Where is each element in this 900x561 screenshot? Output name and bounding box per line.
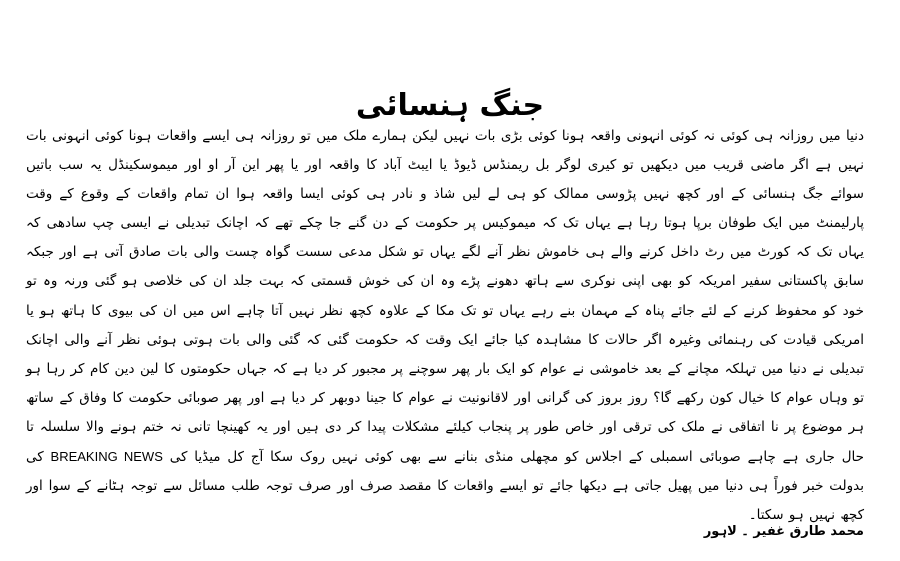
article-title: جنگ ہنسائی: [355, 88, 545, 124]
article-paragraph: [26, 122, 864, 530]
paragraph-text-before: دنیا میں روزانہ ہی کوئی نہ کوئی انہونی واقعہ ہونا کوئی بڑی بات نہیں لیکن ہمارے ملک میں تو روزانہ ہی ایسے واقعات ہونا کوئی انہونی بات نہیں ہے اگر ماضی قریب میں دیکھیں تو کیری لوگر بل ریمنڈس ڈیوڈ یا ایبٹ آباد کا واقعہ اور یا پھر این آر او اور میموسکینڈل یہ سب باتیں سوائے جگ ہنسائی کے اور کچھ نہیں پڑوسی ممالک کو ہی لے لیں شاذ و نادر ہی کوئی ایسا واقعہ ہوا ان تمام واقعات کے وقوع کے وقت پارلیمنٹ میں ایک طوفان برپا ہوتا رہا ہے یہاں تک کہ میموکیس پر حکومت کے دن گنے جا چکے تھے کہ اچانک تبدیلی نے ایسی چپ سادھی کہ یہاں تک کہ کورٹ میں رٹ داخل کرنے والے ہی خاموش نظر آنے لگے یہاں تو شکل مدعی سست گواہ چست والی بات صادق آتی ہے اور جبکہ سابق پاکستانی سفیر امریکہ کو بھی اپنی نوکری سے ہاتھ دھونے پڑے وہ ان کی خوش قسمتی کہ بہت جلد ان کی خلاصی ہو گئی ورنہ وہ تو خود کو محفوظ کرنے کے لئے جائے پناہ کے مہمان بنے رہے یہاں تو تک مکا کے علاوہ کچھ نظر نہیں آتا چاہے اس میں ان کی بیوی کا ہاتھ ہو یا امریکی قیادت کی رہنمائی وغیرہ اگر حالات کا مشاہدہ کیا جائے ایک وقت کہ حکومت گئی کہ گئی والی بات ہوتی ہوئی نظر آنے والی اچانک تبدیلی نے دنیا میں تہلکہ مچانے کے بعد خاموشی نے عوام کو ایک بار پھر سوچنے پر مجبور کر دیا ہے کہ جہاں حکومتوں کا لین دین کام کر رہا ہو تو وہاں عوام کا خیال کون رکھے گا؟ روز بروز کی گرانی اور لاقانونیت نے عوام کا جینا دوبھر کر دیا ہے اور پھر صوبائی حکومت کا وفاق کے ساتھ ہر موضوع پر نا اتفاقی نے ملک کی ترقی اور خاص طور پر پنجاب کیلئے مشکلات پیدا کر دی ہیں اور یہ کھینچا تانی نہ ختم ہونے والا سلسلہ تا حال جاری ہے چاہے صوبائی اسمبلی کے اجلاس کو مچھلی منڈی بنانے سے بھی کوئی نہیں روک سکا آج کل میڈیا کی: [26, 128, 864, 466]
author-byline: محمد طارق غفیر ۔ لاہور: [703, 524, 864, 539]
paragraph-text-after: کی بدولت خبر فوراً ہی دنیا میں پھیل جاتی ہے دیکھا جائے تو ایسے واقعات کا مقصد صرف اور صرف توجہ طلب مسائل سے توجہ ہٹانے کے سوا اور کچھ نہیں ہو سکتا۔: [26, 449, 864, 524]
article-body: [26, 122, 864, 530]
breaking-news-term: BREAKING NEWS: [50, 449, 163, 465]
